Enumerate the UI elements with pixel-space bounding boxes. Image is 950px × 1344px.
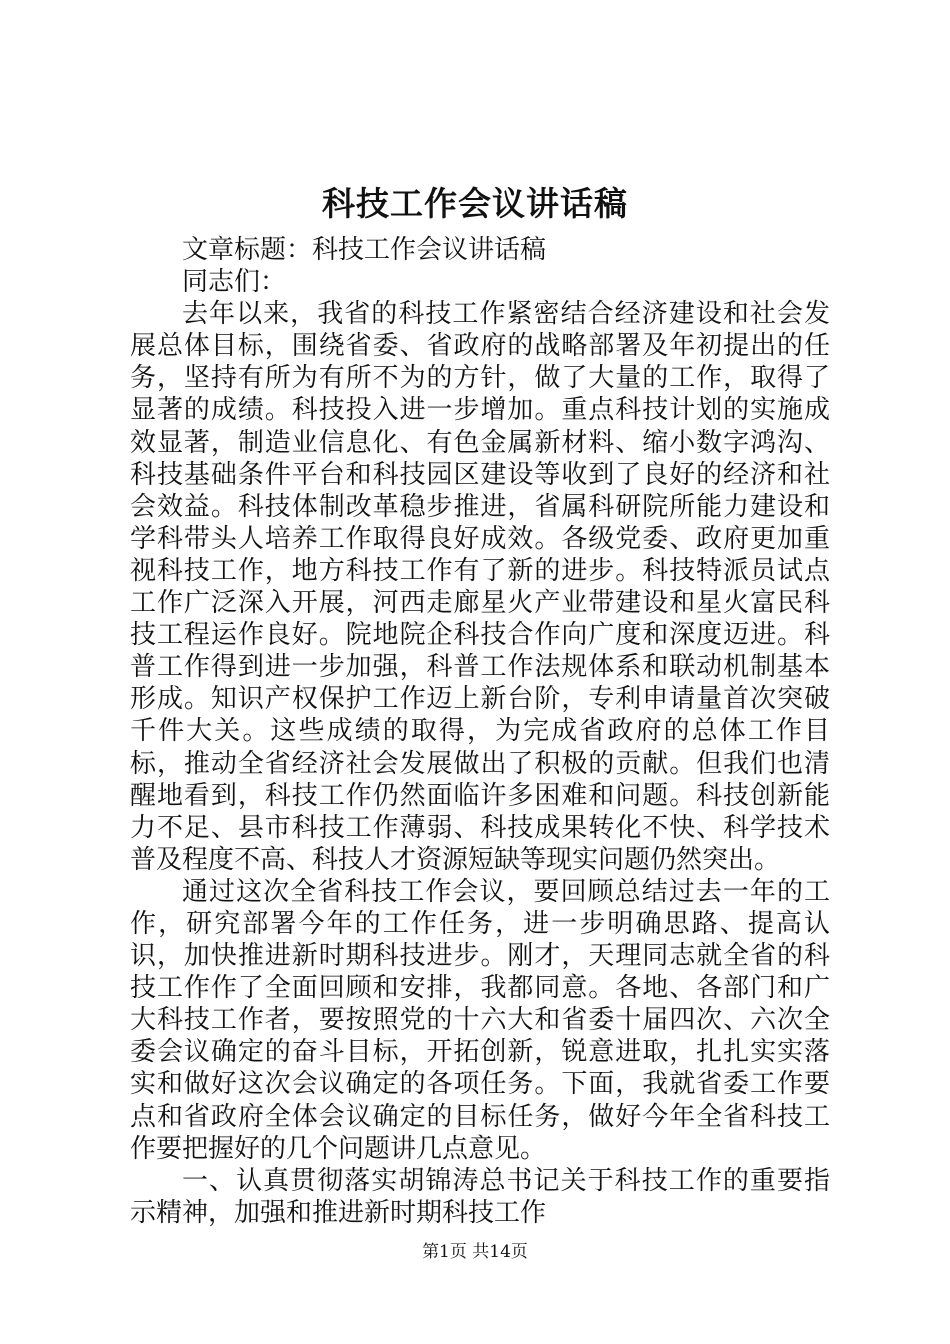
document-title: 科技工作会议讲话稿 xyxy=(322,184,628,223)
page-number: 第1页 共14页 xyxy=(422,1242,528,1262)
paragraph-meeting-purpose: 通过这次全省科技工作会议，要回顾总结过去一年的工作，研究部署今年的工作任务，进一步明确思路、提高认识，加快推进新时期科技进步。刚才，天理同志就全省的科技工作作了全面回顾和安排，我都同意。各地、各部门和广大科技工作者，要按照党的十六大和省委十届四次、六次全委会议确定的奋斗目标，开拓创新，锐意进取，扎扎实实落实和做好这次会议确定的各项任务。下面，我就省委工作要点和省政府全体会议确定的目标任务，做好今年全省科技工作要把握好的几个问题讲几点意见。 xyxy=(130,876,830,1164)
document-body xyxy=(130,234,830,1229)
paragraph-article-title: 文章标题：科技工作会议讲话稿 xyxy=(182,235,547,265)
paragraph-section-heading: 一、认真贯彻落实胡锦涛总书记关于科技工作的重要指示精神，加强和推进新时期科技工作 xyxy=(130,1165,830,1228)
paragraph-review: 去年以来，我省的科技工作紧密结合经济建设和社会发展总体目标，围绕省委、省政府的战略部署及年初提出的任务，坚持有所为有所不为的方针，做了大量的工作，取得了显著的成绩。科技投入进一步增加。重点科技计划的实施成效显著，制造业信息化、有色金属新材料、缩小数字鸿沟、科技基础条件平台和科技园区建设等收到了良好的经济和社会效益。科技体制改革稳步推进，省属科研院所能力建设和学科带头人培养工作取得良好成效。各级党委、政府更加重视科技工作，地方科技工作有了新的进步。科技特派员试点工作广泛深入开展，河西走廊星火产业带建设和星火富民科技工程运作良好。院地院企科技合作向广度和深度迈进。科普工作得到进一步加强，科普工作法规体系和联动机制基本形成。知识产权保护工作迈上新台阶，专利申请量首次突破千件大关。这些成绩的取得，为完成省政府的总体工作目标，推动全省经济社会发展做出了积极的贡献。但我们也清醒地看到，科技工作仍然面临许多困难和问题。科技创新能力不足、县市科技工作薄弱、科技成果转化不快、科学技术普及程度不高、科技人才资源短缺等现实问题仍然突出。 xyxy=(130,299,830,875)
paragraph-salutation: 同志们： xyxy=(182,267,287,298)
